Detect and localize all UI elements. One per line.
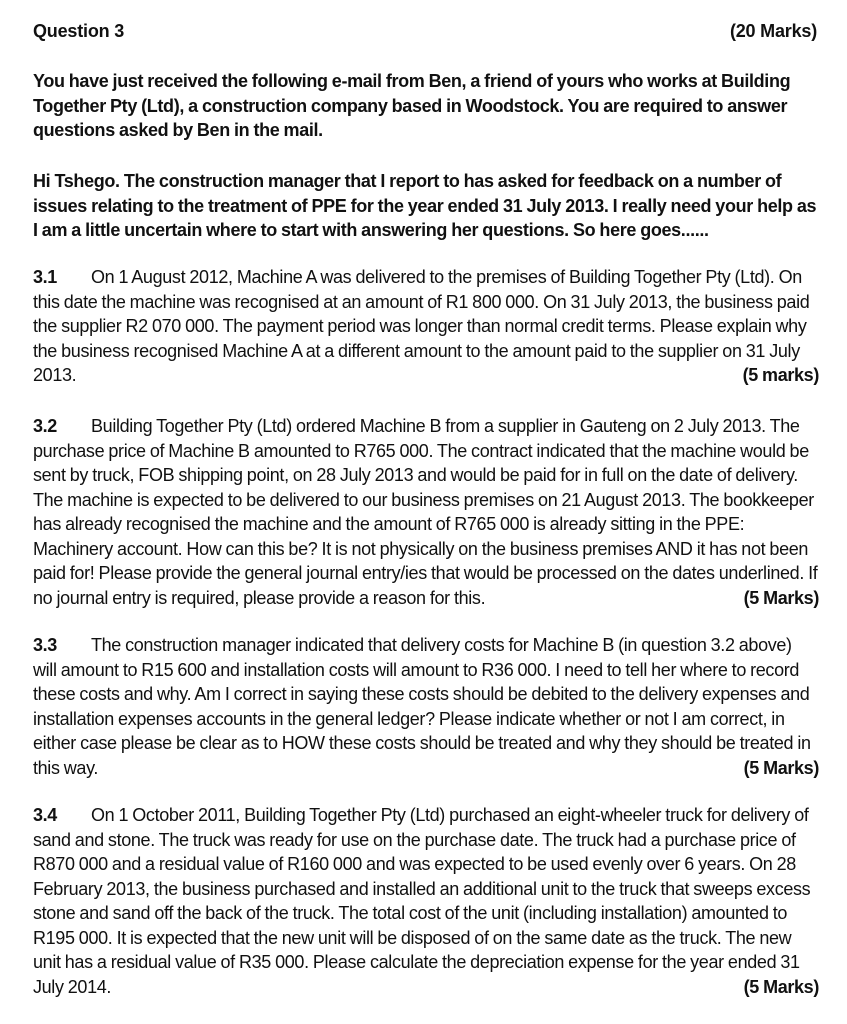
question-text: On 1 August 2012, Machine A was delivered to the premises of Building Together Pty (Ltd). On this date the machine was recognised at an amount of R1 800 000. On 31 July 2013, the business paid the supplier R2 070 000. The payment period was longer than normal credit terms. Please explain why the business recognised Machine A at a different amount to the amount paid to the supplier on 31 July 2013. [33,267,810,385]
question-header [33,21,817,45]
question-marks: (5 marks) [742,365,819,385]
question-marks: (5 Marks) [743,757,819,778]
question-marks: (5 Marks) [743,976,819,997]
question-number: 3.3 [33,635,57,655]
question-3-3 [33,633,819,780]
question-text: On 1 October 2011, Building Together Pty (Ltd) purchased an eight-wheeler truck for delivery of sand and stone. The truck was ready for use on the purchase date. The truck had a purchase price of R870 000 and a residual value of R160 000 and was expected to be used evenly over 6 years. On 28 February 2013, the business purchased and installed an additional unit to the truck that sweeps excess stone and sand off the back of the truck. The total cost of the unit (including installation) amounted to R195 000. It is expected that the new unit will be disposed of on the same date as the truck. The new unit has a residual value of R35 000. Please calculate the depreciation expense for the year ended 31 July 2014. [33,805,811,997]
question-title: Question 3 [33,21,125,41]
question-3-1 [33,265,819,388]
email-paragraph: Hi Tshego. The construction manager that I report to has asked for feedback on a number of issues relating to the treatment of PPE for the year ended 31 July 2013. I really need your help as I am a little uncertain where to start with answering her questions. So here goes...... [33,171,817,240]
question-3-2 [33,414,819,610]
intro-paragraph: You have just received the following e-mail from Ben, a friend of yours who works at Building Together Pty (Ltd), a construction company based in Woodstock. You are required to answer questions asked by Ben in the mail. [33,71,791,140]
question-number: 3.1 [33,267,57,287]
question-total-marks: (20 Marks) [729,21,817,41]
question-3-4 [33,803,819,999]
question-text: The construction manager indicated that delivery costs for Machine B (in question 3.2 above) will amount to R15 600 and installation costs will amount to R36 000. I need to tell her where to record these costs and why. Am I correct in saying these costs should be debited to the delivery expenses and installation expenses accounts in the general ledger? Please indicate whether or not I am correct, in either case please be clear as to HOW these costs should be treated and why they should be treated in this way. [33,635,811,778]
question-text: Building Together Pty (Ltd) ordered Machine B from a supplier in Gauteng on 2 July 2013. The purchase price of Machine B amounted to R765 000. The contract indicated that the machine would be sent by truck, FOB shipping point, on 28 July 2013 and would be paid for in full on the date of delivery. The machine is expected to be delivered to our business premises on 21 August 2013. The bookkeeper has already recognised the machine and the amount of R765 000 is already sitting in the PPE: Machinery account. How can this be? It is not physically on the business premises AND it has not been paid for! Please provide the general journal entry/ies that would be processed on the dates underlined. If no journal entry is required, please provide a reason for this. [33,416,818,608]
question-number: 3.4 [33,805,57,825]
question-marks: (5 Marks) [743,587,819,608]
question-number: 3.2 [33,416,57,436]
